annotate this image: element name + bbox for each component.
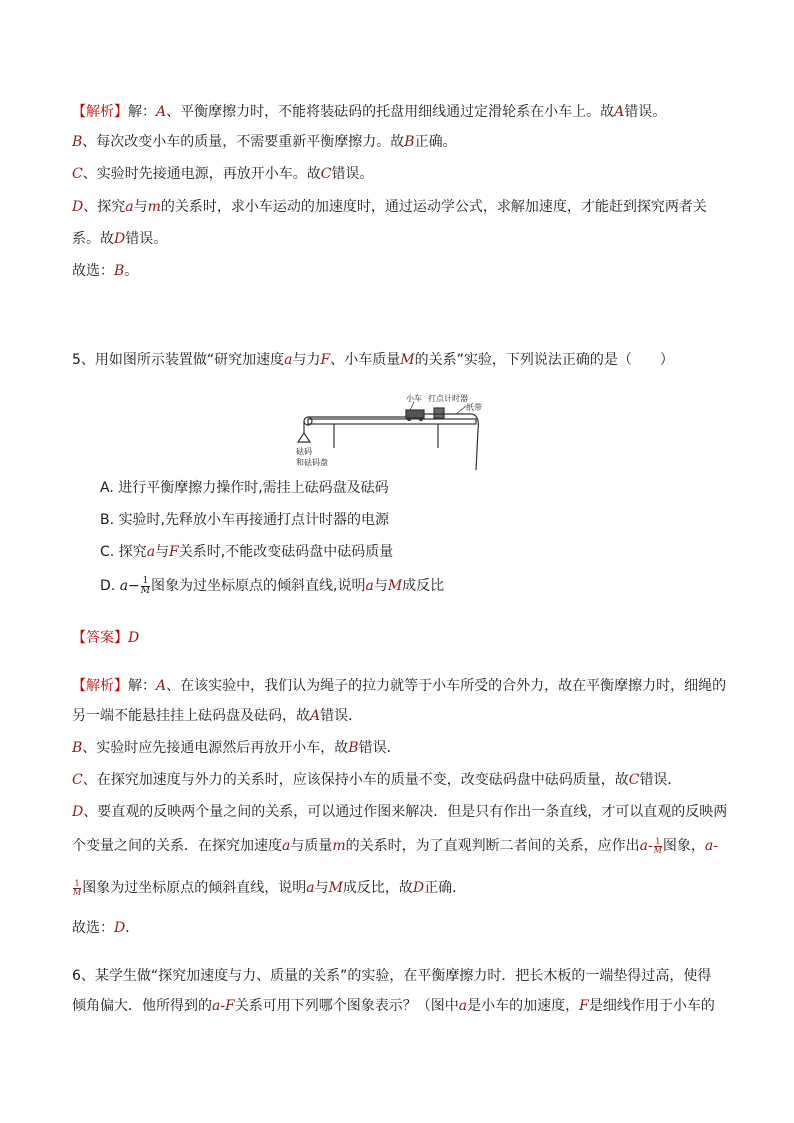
text: D (72, 199, 84, 215)
text: 错误． (639, 772, 682, 788)
wheel-icon (408, 418, 411, 421)
q5-analysis-line-3 (72, 738, 401, 758)
fraction (654, 838, 662, 855)
text: A. 进行平衡摩擦力操作时,需挂上砝码盘及砝码 (100, 480, 389, 496)
text: 错误． (358, 740, 401, 756)
text: 、实验时应先接通电源然后再放开小车，故 (82, 740, 349, 756)
option-a (100, 478, 389, 498)
text: A (156, 678, 167, 694)
text: a- (704, 838, 718, 854)
text: 与力 (292, 352, 321, 368)
q5-analysis-line-2 (72, 706, 362, 726)
tape-label: 纸带 (466, 403, 482, 412)
text: M (653, 845, 662, 855)
text: D. (100, 578, 116, 594)
text: 成反比 (402, 578, 445, 594)
text: 1 (655, 836, 661, 846)
long-board (308, 419, 476, 424)
text: F (579, 998, 589, 1014)
q4-analysis-line-3 (72, 164, 373, 184)
text: 正确。 (414, 134, 457, 150)
text: B (72, 740, 83, 756)
text: 另一端不能悬挂挂上砝码盘及砝码，故 (72, 708, 310, 724)
text: m (147, 199, 161, 215)
text: 错误。 (624, 104, 667, 120)
q5-stem (72, 350, 674, 370)
text: 系。故 (72, 231, 114, 247)
text: a (365, 578, 374, 594)
text: D (114, 920, 126, 936)
text: A (614, 104, 625, 120)
text: M (140, 585, 150, 596)
text: 、探究 (83, 199, 126, 215)
text: 图象， (662, 838, 705, 854)
text: A (310, 708, 321, 724)
text: M (400, 352, 415, 368)
text: A (156, 104, 167, 120)
q5-analysis-line-4 (72, 770, 681, 790)
wheel-icon (420, 418, 423, 421)
tape-pointer (456, 406, 466, 414)
q6-line-2 (72, 996, 715, 1016)
text: 、要直观的反映两个量之间的关系，可以通过作图来解决．但是只有作出一条直线，才可以直观的反映两 (83, 804, 728, 820)
text: B (72, 134, 83, 150)
text: a (284, 352, 293, 368)
q4-analysis-line-2 (72, 132, 457, 152)
text: 、平衡摩擦力时，不能将装砝码的托盘用细线通过定滑轮系在小车上。故 (166, 104, 615, 120)
text: 【答案】 (72, 630, 128, 646)
text: M (73, 887, 82, 897)
text: ． (125, 920, 140, 936)
text: 、小车质量 (330, 352, 401, 368)
text: 1 (74, 878, 80, 888)
text: 、实验时先接通电源，再放开小车。故 (82, 166, 321, 182)
car-label: 小车 (406, 394, 422, 403)
text: M (328, 880, 343, 896)
q6-line-1 (72, 966, 711, 986)
text: 与 (314, 880, 329, 896)
text: 1 (142, 575, 149, 586)
text: 解： (128, 104, 156, 120)
option-d (100, 576, 444, 596)
text: 图象为过坐标原点的倾斜直线，说明 (82, 880, 307, 896)
text: a (282, 838, 291, 854)
text: D (72, 804, 84, 820)
text: C (72, 772, 83, 788)
car-icon (406, 410, 424, 418)
text: 。 (124, 263, 139, 279)
analysis-tag: 【解析】 (72, 104, 128, 120)
paper-tape (424, 414, 478, 470)
weights-label-2: 和砝码盘 (296, 458, 328, 467)
text: B (404, 134, 415, 150)
q5-analysis-line-7 (72, 878, 466, 898)
text: a (125, 199, 134, 215)
q5-analysis-line-1 (72, 676, 726, 696)
q4-analysis-line-4 (72, 197, 707, 217)
text: 6、某学生做“探究加速度与力、质量的关系”的实验，在平衡摩擦力时．把长木板的一端垫得过高，使得 (72, 968, 712, 984)
text: C (628, 772, 640, 788)
text: 是细线作用于小车的 (588, 998, 715, 1014)
text: C (72, 166, 83, 182)
text: 关系可用下列哪个图象表示？（图中 (234, 998, 459, 1014)
text: a-F (212, 998, 235, 1014)
text: − (128, 578, 140, 594)
text: 的关系时，求小车运动的加速度时，通过运动学公式，求解加速度，才能赶到探究两者关 (160, 199, 707, 215)
text: D (128, 630, 140, 646)
text: 、在探究加速度与外力的关系时，应该保持小车的质量不变，改变砝码盘中砝码质量，故 (82, 772, 629, 788)
text: 与 (133, 199, 148, 215)
text: D (412, 880, 425, 896)
car-pointer (410, 402, 414, 410)
q4-choice (72, 261, 138, 281)
text: 与 (373, 578, 388, 594)
option-c (100, 542, 393, 562)
text: 成反比，故 (342, 880, 413, 896)
text: 与质量 (290, 838, 333, 854)
text: 与 (155, 544, 170, 560)
text: 故选： (72, 920, 114, 936)
q4-analysis-line-5 (72, 229, 167, 249)
text: 错误． (320, 708, 363, 724)
text: F (169, 544, 179, 560)
text: B (348, 740, 359, 756)
text: m (332, 838, 346, 854)
text: 的关系”实验，下列说法正确的是（ ） (414, 352, 674, 368)
text: B (114, 263, 125, 279)
q5-choice (72, 918, 139, 938)
text: 、每次改变小车的质量，不需要重新平衡摩擦力。故 (82, 134, 405, 150)
text: 图象为过坐标原点的倾斜直线,说明 (151, 578, 366, 594)
text: 的关系时，为了直观判断二者间的关系，应作出 (345, 838, 640, 854)
text: F (320, 352, 331, 368)
text: 5、用如图所示装置做“研究加速度 (72, 352, 285, 368)
text: 是小车的加速度， (467, 998, 580, 1014)
apparatus-figure (296, 390, 496, 472)
text: C (320, 166, 332, 182)
fraction (73, 880, 81, 897)
weight-pan-icon (298, 433, 310, 442)
text: 故选： (72, 263, 114, 279)
text: a- (639, 838, 653, 854)
text: 错误。 (331, 166, 374, 182)
text: D (114, 231, 126, 247)
text: a (458, 998, 468, 1014)
text: 关系时,不能改变砝码盘中砝码质量 (178, 544, 394, 560)
fraction (141, 577, 150, 596)
weights-label-1: 砝码 (296, 447, 312, 456)
q4-analysis-line-1 (72, 102, 666, 122)
text: B. 实验时,先释放小车再接通打点计时器的电源 (100, 512, 389, 528)
text: M (387, 578, 403, 594)
text: 解： (128, 678, 156, 694)
text: C. 探究 (100, 544, 147, 560)
text: 【解析】 (72, 678, 128, 694)
text: 倾角偏大．他所得到的 (72, 998, 212, 1014)
text: 个变量之间的关系．在探究加速度 (72, 838, 282, 854)
text: 、在该实验中，我们认为绳子的拉力就等于小车所受的合外力，故在平衡摩擦力时，细绳的 (166, 678, 727, 694)
timer-icon (434, 408, 444, 418)
text: a (119, 578, 129, 594)
text: 错误。 (125, 231, 168, 247)
option-b (100, 510, 389, 530)
text: 正确． (424, 880, 467, 896)
q5-analysis-line-5 (72, 802, 727, 822)
q5-analysis-line-6 (72, 836, 718, 856)
q5-answer (72, 628, 139, 648)
text: a (146, 544, 156, 560)
timer-label: 打点计时器 (428, 394, 468, 403)
text: a (306, 880, 315, 896)
